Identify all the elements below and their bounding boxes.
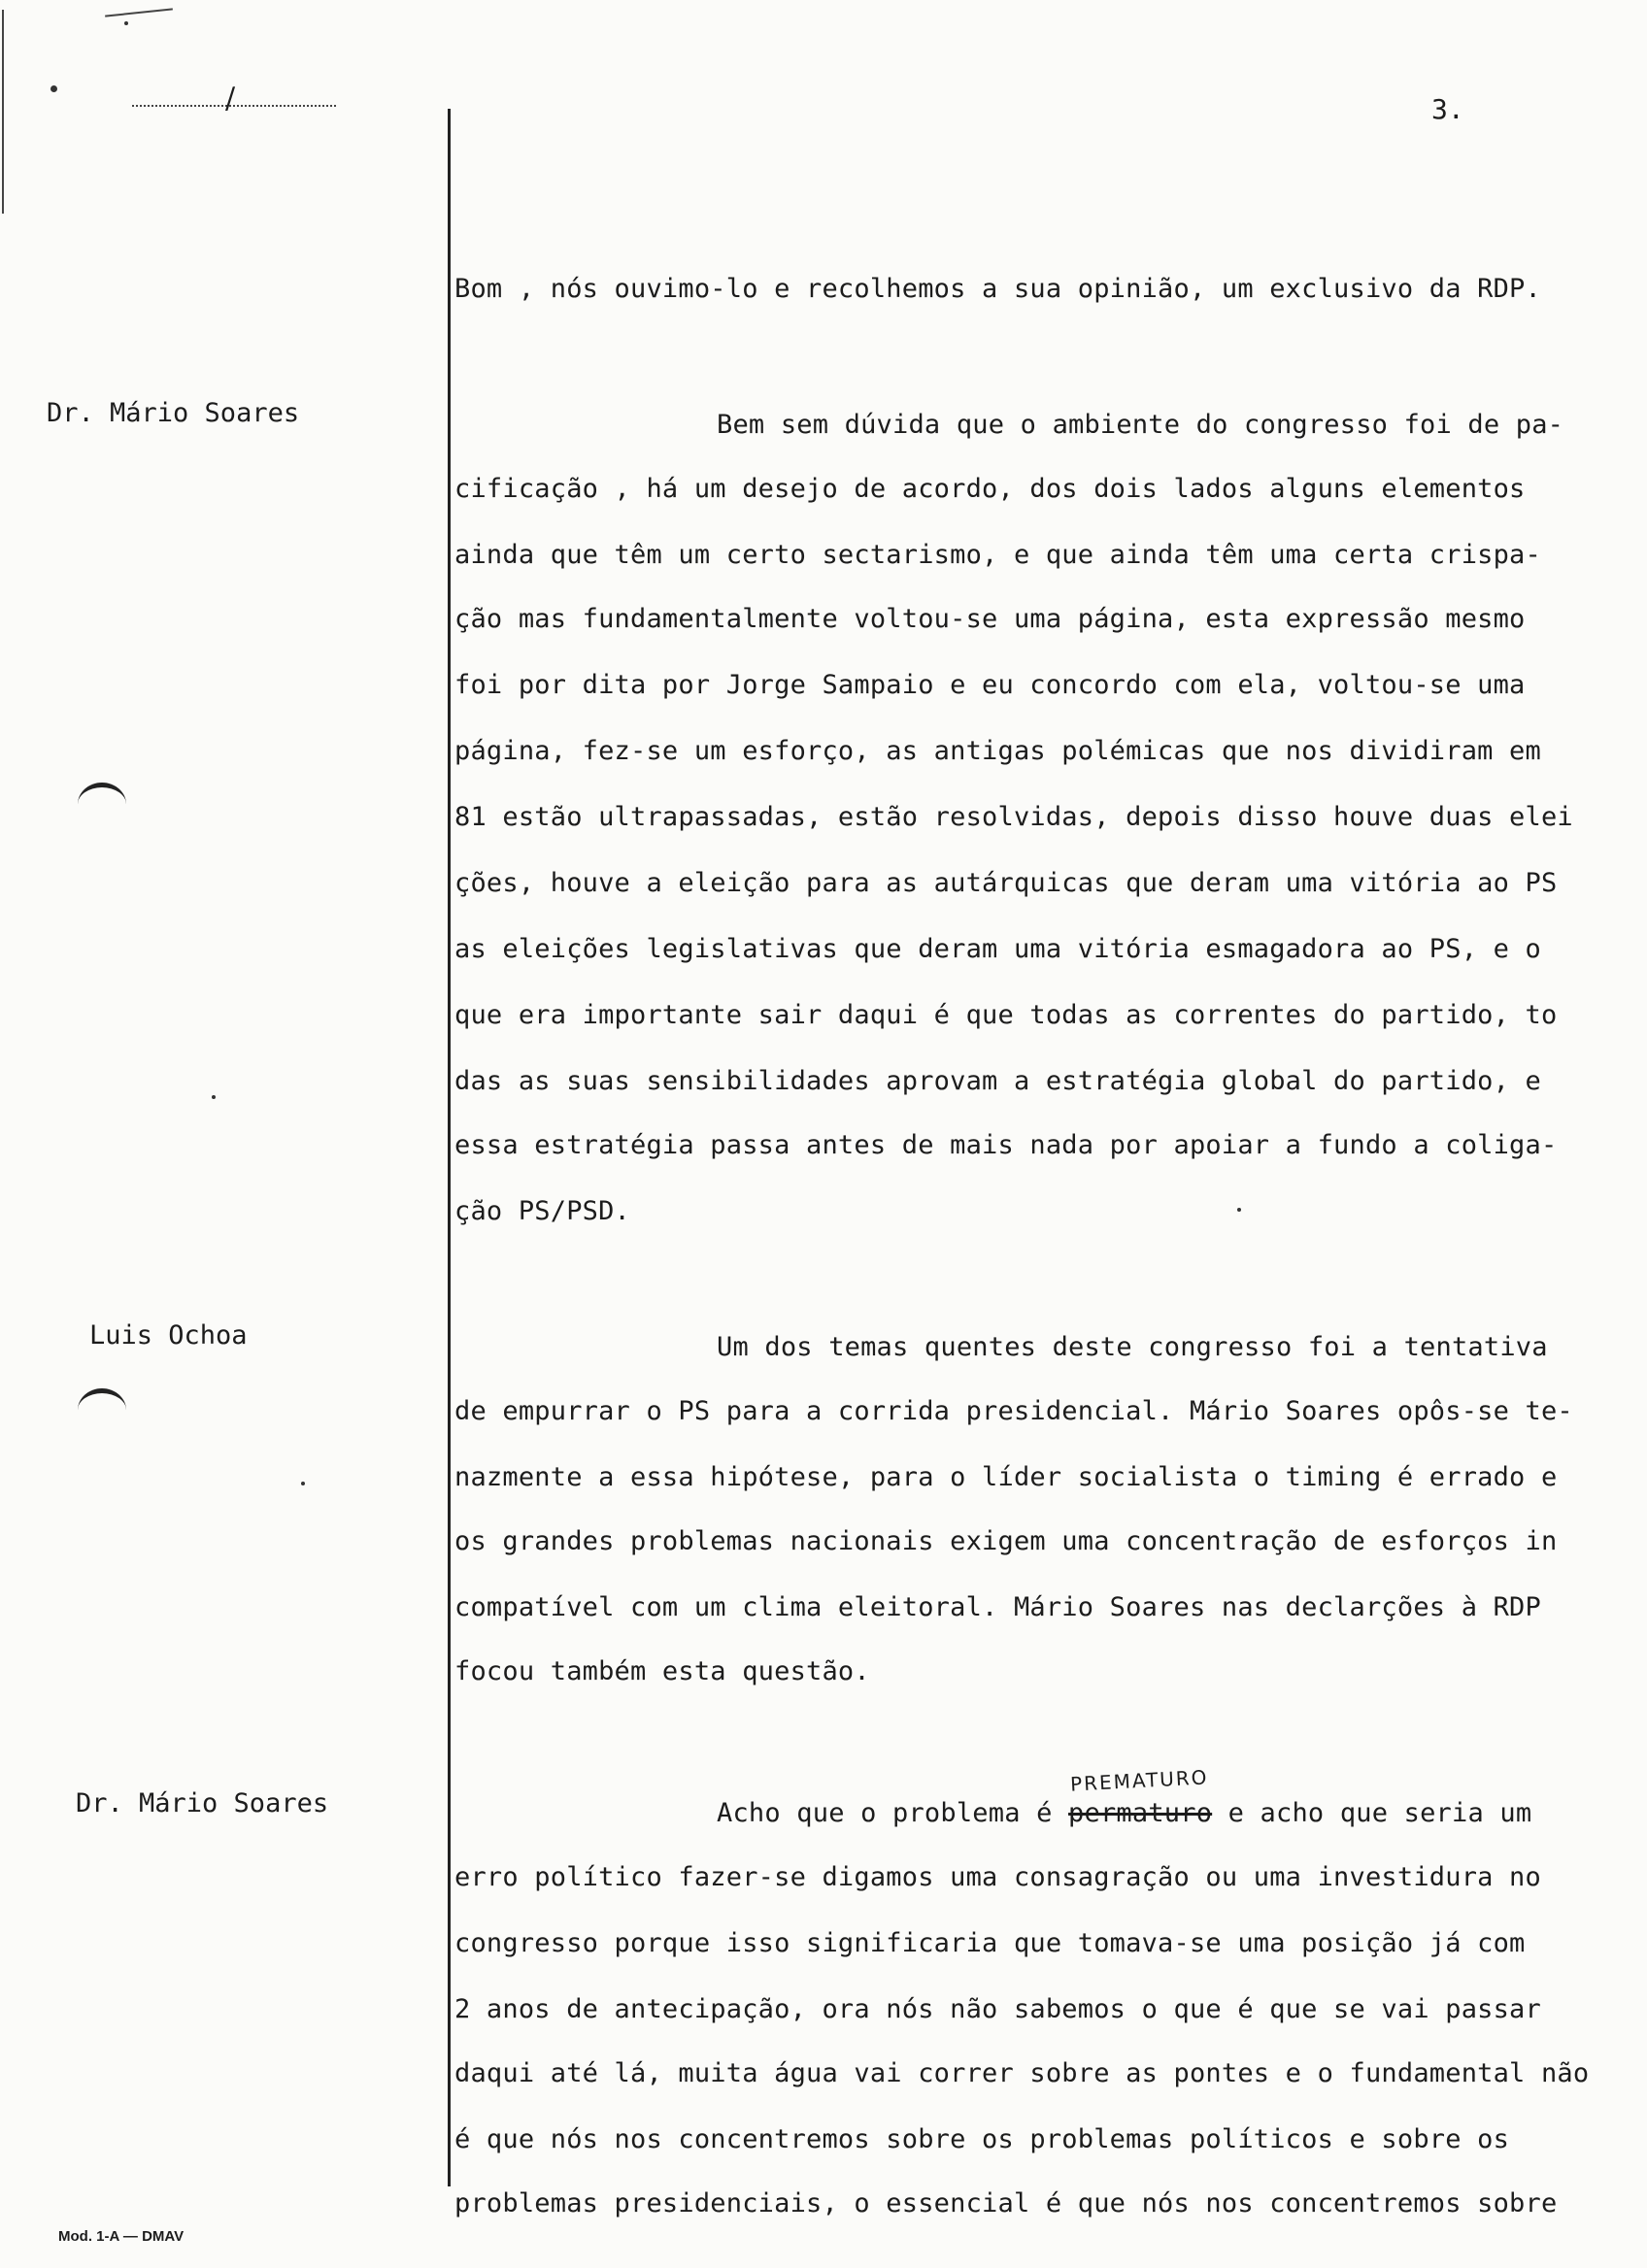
speaker-label-luis-ochoa: Luis Ochoa [89,1320,248,1351]
paragraph-line: das as suas sensibilidades aprovam a estratégia global do partido, e [454,1066,1541,1096]
paragraph-line: Um dos temas quentes deste congresso foi a tentativa [717,1332,1548,1362]
paragraph-line: é que nós nos concentremos sobre os problemas políticos e sobre os [454,2124,1510,2154]
paragraph-line: congresso porque isso significaria que tomava-se uma posição já com [454,1928,1526,1958]
paragraph-first-line [717,1798,1531,1828]
margin-hand-mark [2,10,4,214]
paragraph-line: as eleições legislativas que deram uma vitória esmagadora ao PS, e o [454,934,1541,964]
form-code: Mod. 1-A — DMAV [58,2228,185,2245]
ink-speck [50,85,57,92]
page-number: 3. [1431,93,1464,125]
text-segment: e acho que seria um [1227,1798,1532,1828]
paragraph-line: problemas presidenciais, o essencial é que nós nos concentremos sobre [454,2188,1558,2218]
paragraph-line: ção PS/PSD. [454,1196,631,1226]
speaker-label-mario-soares-2: Dr. Mário Soares [76,1788,329,1818]
ink-speck [1237,1208,1241,1212]
struck-word: permaturo [1068,1798,1213,1828]
ink-speck [212,1095,216,1099]
top-hand-mark [105,8,173,17]
paragraph-line: ainda que têm um certo sectarismo, e que ainda têm uma certa crispa- [454,540,1541,570]
paragraph-line: ção mas fundamentalmente voltou-se uma página, esta expressão mesmo [454,604,1526,634]
paragraph-line: ções, houve a eleição para as autárquicas que deram uma vitória ao PS [454,868,1558,898]
paragraph-line: essa estratégia passa antes de mais nada por apoiar a fundo a coliga- [454,1130,1558,1160]
text-segment: Acho que o problema é [717,1798,1053,1828]
speaker-label-mario-soares-1: Dr. Mário Soares [47,398,300,428]
margin-rule [448,109,451,2186]
paragraph-line: foi por dita por Jorge Sampaio e eu concordo com ela, voltou-se uma [454,670,1526,700]
paragraph-line: compatível com um clima eleitoral. Mário Soares nas declarções à RDP [454,1592,1541,1622]
paragraph-line: os grandes problemas nacionais exigem uma concentração de esforços in [454,1526,1558,1556]
paragraph-line: Bom , nós ouvimo-lo e recolhemos a sua opinião, um exclusivo da RDP. [454,274,1541,304]
paragraph-line: página, fez-se um esforço, as antigas polémicas que nos dividiram em [454,736,1541,766]
paragraph-line: cificação , há um desejo de acordo, dos dois lados alguns elementos [454,474,1526,504]
paragraph-line: nazmente a essa hipótese, para o líder socialista o timing é errado e [454,1462,1558,1492]
paragraph-line: de empurrar o PS para a corrida presidencial. Mário Soares opôs-se te- [454,1396,1573,1426]
paragraph-line: 2 anos de antecipação, ora nós não sabemos o que é que se vai passar [454,1994,1541,2024]
paragraph-line: daqui até lá, muita água vai correr sobre as pontes e o fundamental não [454,2058,1590,2088]
date-separator: / [225,82,236,116]
ink-speck [301,1482,305,1485]
paragraph-line: Bem sem dúvida que o ambiente do congresso foi de pa- [717,410,1564,440]
paragraph-line: erro político fazer-se digamos uma consagração ou uma investidura no [454,1862,1541,1892]
paragraph-line: focou também esta questão. [454,1656,870,1686]
handwritten-correction: PREMATURO [1069,1765,1210,1796]
ink-speck [124,21,128,25]
punch-hole [78,783,126,826]
paragraph-line: que era importante sair daqui é que todas as correntes do partido, to [454,1000,1558,1030]
punch-hole [78,1388,126,1432]
paragraph-line: 81 estão ultrapassadas, estão resolvidas, depois disso houve duas elei [454,802,1573,832]
